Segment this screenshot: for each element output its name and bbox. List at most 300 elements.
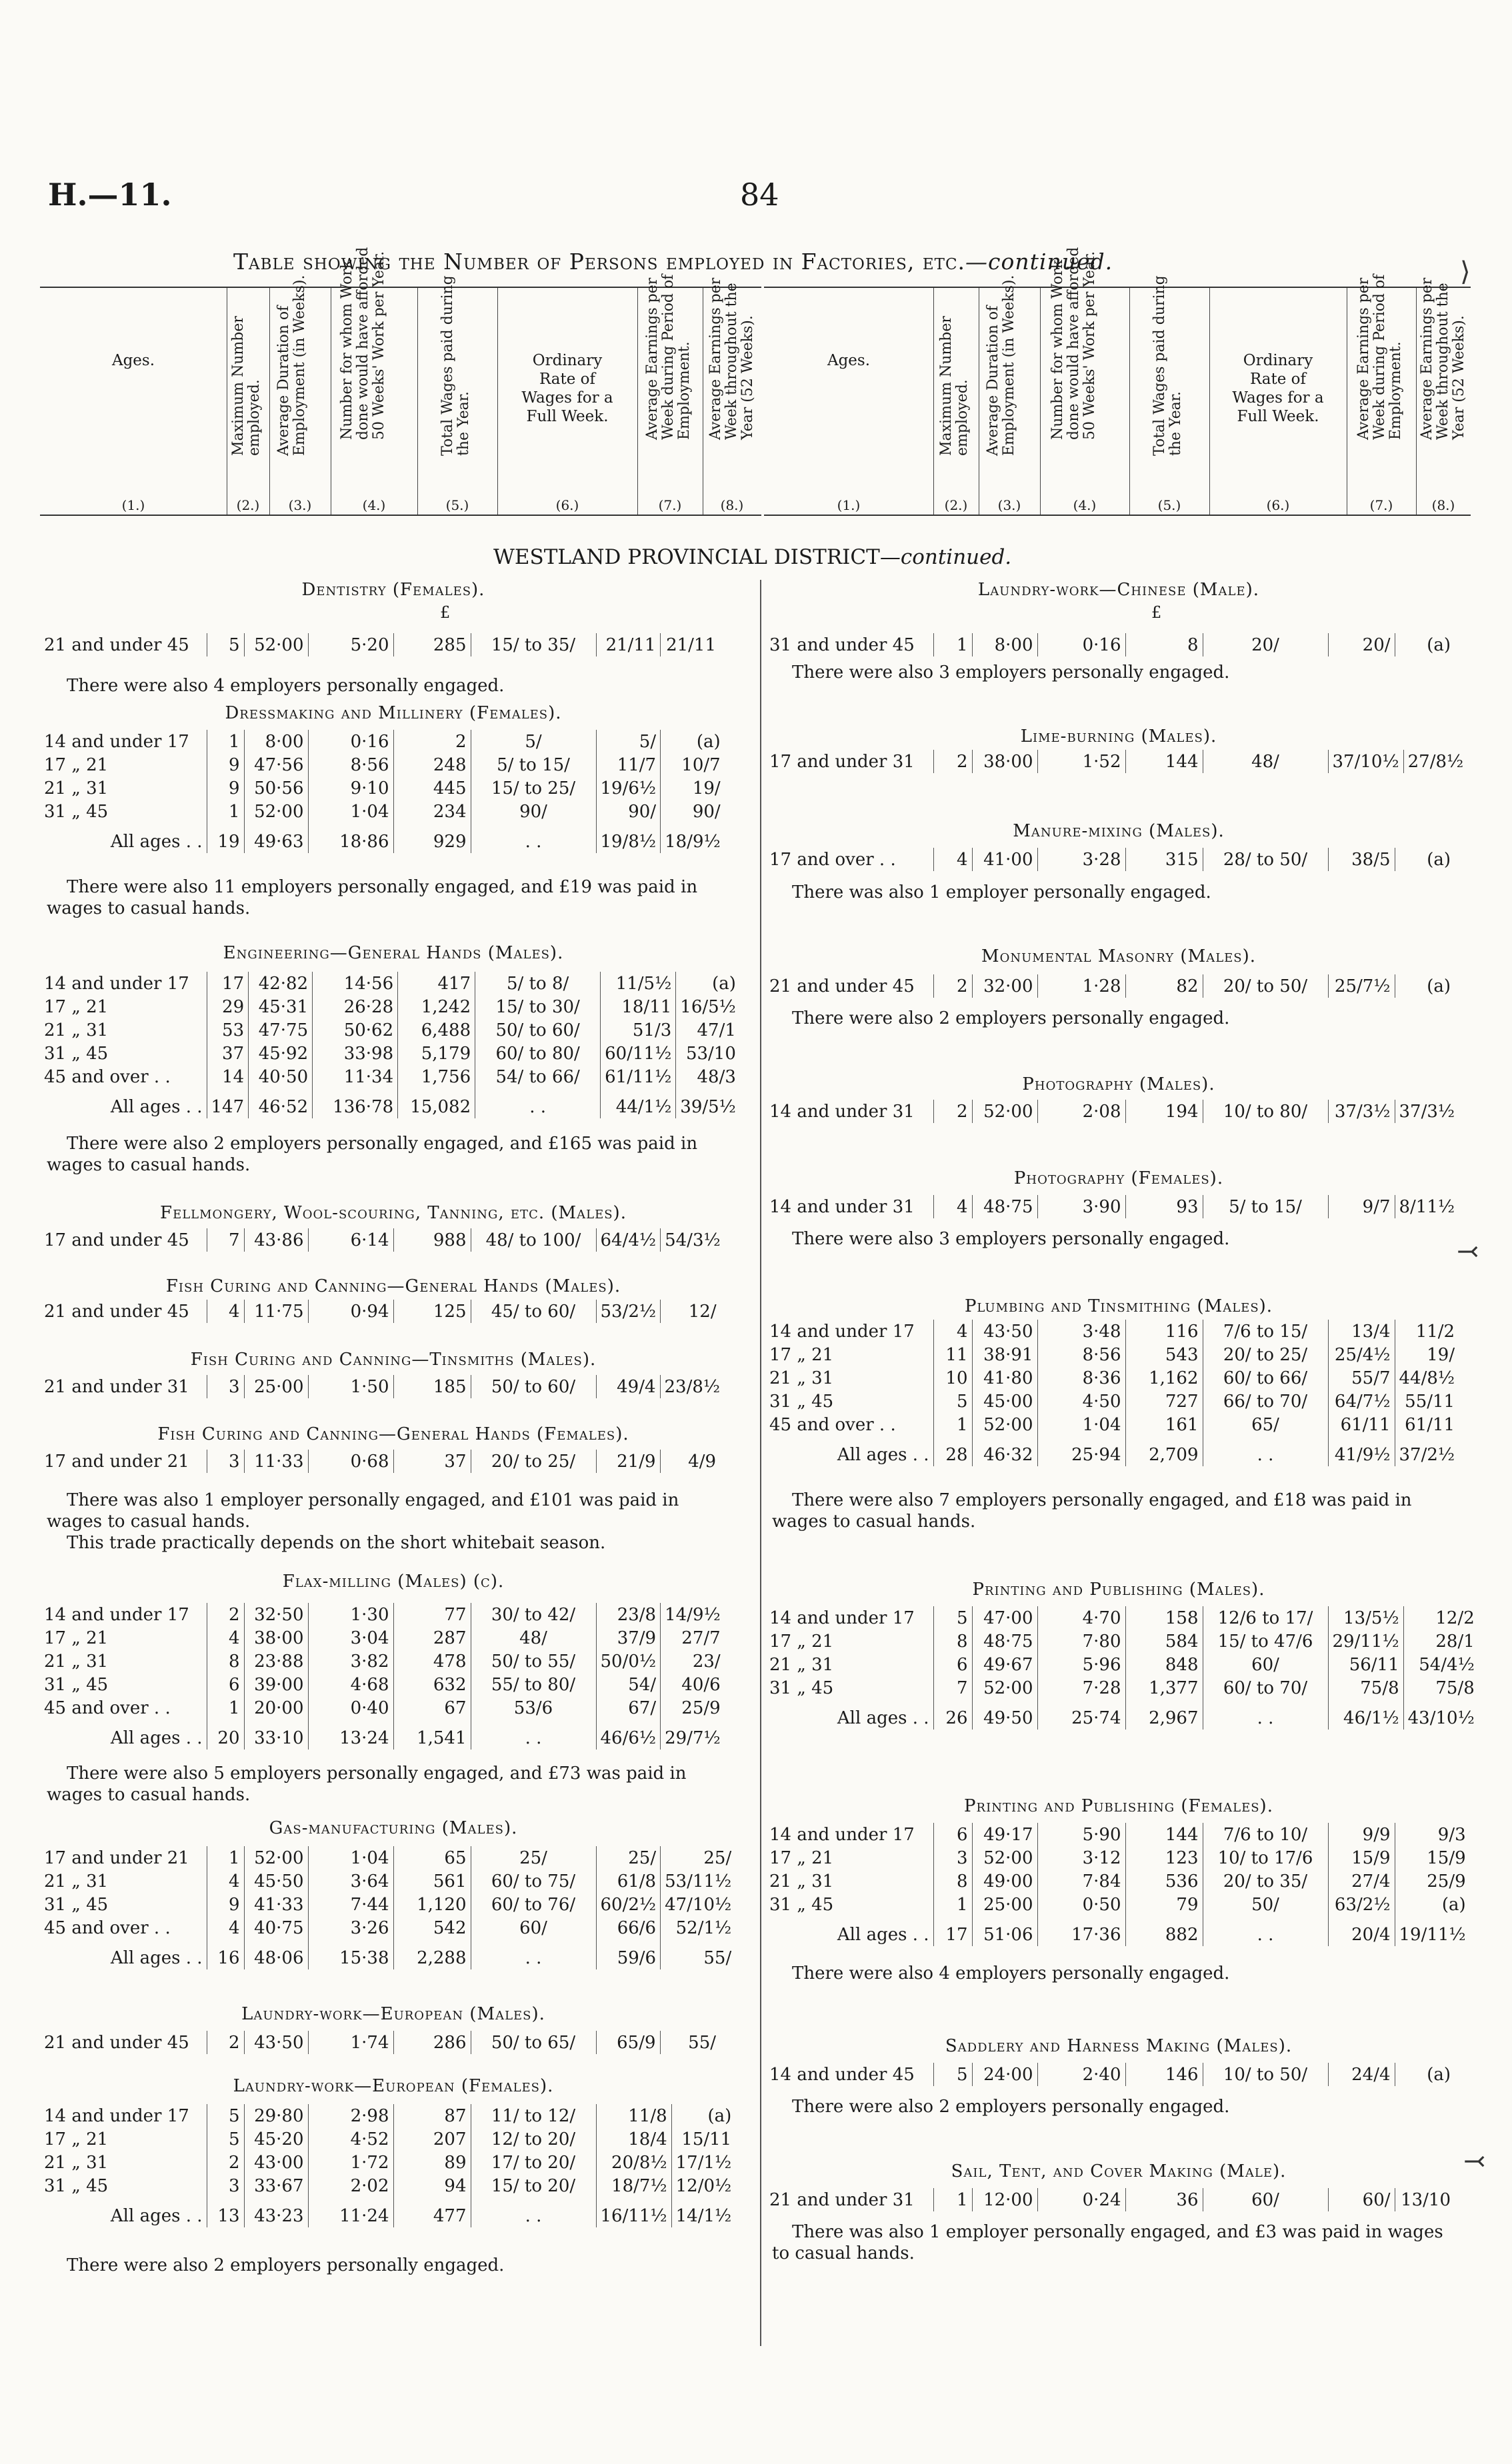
cell-ages: 17 „ 21 [769,1344,834,1365]
cell-ages: All ages . . [837,1924,929,1945]
cell-avg-year: (a) [1395,848,1455,871]
cell-weeks-50: 6·14 [308,1228,393,1252]
table-row [765,1413,1459,1436]
cell-ages: 17 „ 21 [44,2129,109,2149]
table-row [765,1846,1470,1869]
cell-ages: 21 „ 31 [44,1020,109,1040]
cell-total-wages: 89 [393,2151,471,2174]
cell-total-wages: 417 [398,972,475,995]
cell-avg-period: 46/6½ [596,1720,661,1750]
cell-ordinary-rate: 5/ to 15/ [1203,1195,1328,1218]
header-duration: Average Duration of Employment (in Weeks). [985,275,1017,456]
cell-duration: 50·56 [244,776,308,800]
cell-avg-period: 41/9½ [1328,1436,1395,1466]
cell-max-employed: 11 [933,1343,972,1366]
cell-avg-period: 11/5½ [601,972,676,995]
cell-ordinary-rate: 65/ [1203,1413,1328,1436]
cell-max-employed: 2 [207,2151,244,2174]
cell-total-wages: 144 [1125,1823,1203,1846]
cell-duration: 43·86 [244,1228,308,1252]
cell-ordinary-rate: 17/ to 20/ [471,2151,596,2174]
cell-ordinary-rate: 50/ to 55/ [471,1650,596,1673]
cell-total-wages: 584 [1125,1630,1203,1653]
table-row [40,2104,735,2127]
cell-ordinary-rate: 60/ to 75/ [471,1869,596,1893]
cell-max-employed: 53 [207,1018,249,1042]
table-row [765,1195,1459,1218]
table-row [40,1696,725,1720]
data-table-saddle [765,2063,1455,2086]
cell-ages: 31 „ 45 [769,1894,834,1915]
cell-ages: 17 and under 45 [44,1230,189,1250]
cell-total-wages: 144 [1125,750,1203,773]
cell-duration: 38·00 [972,750,1037,773]
table-row [40,1228,725,1252]
cell-weeks-50: 14·56 [313,972,398,995]
header-num-2: (2.) [236,497,260,513]
cell-ordinary-rate: 15/ to 35/ [471,633,596,656]
cell-ordinary-rate: . . [1203,1436,1328,1466]
section-title-gas: Gas-manufacturing (Males). [269,1818,518,1838]
district-heading [493,545,1011,569]
cell-total-wages: 123 [1125,1846,1203,1869]
cell-avg-year: 61/11 [1395,1413,1459,1436]
cell-avg-year: 27/7 [661,1626,725,1650]
cell-max-employed: 1 [933,633,972,656]
cell-ordinary-rate: 66/ to 70/ [1203,1390,1328,1413]
cell-max-employed: 5 [207,2127,244,2151]
cell-ages: 21 „ 31 [44,1651,109,1672]
cell-ages: 45 and over . . [44,1066,171,1087]
cell-total-wages: 79 [1125,1893,1203,1916]
cell-weeks-50: 1·50 [308,1375,393,1398]
cell-total-wages: 87 [393,2104,471,2127]
cell-ages: 17 „ 21 [769,1631,834,1652]
cell-total-wages: 478 [393,1650,471,1673]
cell-duration: 52·00 [972,1846,1037,1869]
cell-total-wages: 1,162 [1125,1366,1203,1390]
table-row [40,1042,740,1065]
cell-duration: 11·75 [244,1300,308,1323]
cell-ages: 21 „ 31 [769,1368,834,1388]
cell-duration: 29·80 [244,2104,308,2127]
cell-max-employed: 3 [207,2174,244,2197]
cell-ordinary-rate: 15/ to 47/6 [1203,1630,1328,1653]
cell-weeks-50: 5·90 [1037,1823,1125,1846]
cell-ages: 14 and under 17 [769,1321,915,1342]
cell-total-wages: 15,082 [398,1088,475,1118]
cell-total-wages: 988 [393,1228,471,1252]
cell-max-employed: 17 [207,972,249,995]
cell-avg-period: 13/5½ [1328,1606,1403,1630]
cell-weeks-50: 25·94 [1037,1436,1125,1466]
header-num-7: (7.) [1369,497,1393,513]
data-table-plumb [765,1320,1459,1466]
cell-total-wages: 158 [1125,1606,1203,1630]
cell-weeks-50: 4·50 [1037,1390,1125,1413]
cell-ages: 14 and under 17 [44,2105,189,2126]
cell-avg-year: 44/8½ [1395,1366,1459,1390]
cell-duration: 33·10 [244,1720,308,1750]
cell-ordinary-rate: 20/ to 25/ [471,1450,596,1473]
cell-avg-year: 25/ [661,1846,736,1869]
cell-ordinary-rate: 60/ to 76/ [471,1893,596,1916]
cell-avg-year: 12/2 [1403,1606,1479,1630]
cell-ordinary-rate: 20/ to 50/ [1203,974,1328,998]
cell-avg-year: 13/10 [1395,2188,1455,2211]
section-title-printf: Printing and Publishing (Females). [964,1796,1273,1816]
cell-total-wages: 2,288 [393,1939,471,1969]
cell-max-employed: 2 [933,750,972,773]
cell-avg-period: 20/ [1328,633,1395,656]
cell-ordinary-rate: 48/ to 100/ [471,1228,596,1252]
cell-max-employed: 1 [933,1413,972,1436]
cell-total-wages: 1,541 [393,1720,471,1750]
cell-avg-year: (a) [676,972,740,995]
cell-ordinary-rate: . . [1203,1700,1328,1730]
cell-duration: 52·00 [244,1846,308,1869]
section-title-laundm: Laundry-work—European (Males). [241,2004,545,2024]
cell-avg-year: (a) [671,2104,735,2127]
cell-ordinary-rate: 48/ [1203,750,1328,773]
cell-ordinary-rate: 7/6 to 15/ [1203,1320,1328,1343]
cell-total-wages: 1,756 [398,1065,475,1088]
cell-ages: All ages . . [837,1444,929,1465]
section-title-flax: Flax-milling (Males) (c). [282,1572,505,1592]
cell-weeks-50: 15·38 [308,1939,393,1969]
header-num-1: (1.) [121,497,145,513]
section-note-plumb: There were also 7 employers personally engaged, and £18 was paid in wages to casual hands. [772,1490,1412,1532]
data-table-sail [765,2188,1455,2211]
cell-total-wages: 727 [1125,1390,1203,1413]
section-title-dentistry: Dentistry (Females). [301,580,485,600]
data-table-dentistry [40,633,720,656]
cell-avg-period: 54/ [596,1673,661,1696]
cell-avg-year: 43/10½ [1403,1700,1479,1730]
data-table-mason [765,974,1455,998]
cell-ordinary-rate: 60/ [471,1916,596,1939]
cell-ages: 45 and over . . [44,1917,171,1938]
cell-duration: 52·00 [972,1413,1037,1436]
total-row [40,2197,735,2227]
cell-ordinary-rate: 10/ to 17/6 [1203,1846,1328,1869]
cell-ordinary-rate: . . [471,1720,596,1750]
header-num-4: (4.) [362,497,386,513]
section-note-eng: There were also 2 employers personally engaged, and £165 was paid in wages to casual hands. [47,1134,698,1175]
cell-total-wages: 248 [393,753,471,776]
cell-duration: 43·50 [972,1320,1037,1343]
cell-avg-year: 53/10 [676,1042,740,1065]
header-total-wages: Total Wages paid during the Year. [1151,275,1184,456]
cell-avg-year: (a) [1395,974,1455,998]
table-row [765,1320,1459,1343]
cell-avg-year: 11/2 [1395,1320,1459,1343]
cell-ordinary-rate: 60/ [1203,2188,1328,2211]
cell-avg-period: 23/8 [596,1603,661,1626]
data-table-lime [765,750,1467,773]
cell-avg-year: 27/8½ [1403,750,1467,773]
section-title-eng: Engineering—General Hands (Males). [223,943,564,963]
cell-max-employed: 4 [933,848,972,871]
cell-max-employed: 3 [207,1450,244,1473]
cell-avg-year: 16/5½ [676,995,740,1018]
cell-ordinary-rate: 15/ to 30/ [475,995,601,1018]
section-note-photof: There were also 3 employers personally engaged. [792,1229,1230,1249]
cell-max-employed: 14 [207,1065,249,1088]
cell-max-employed: 29 [207,995,249,1018]
section-title-laundf: Laundry-work—European (Females). [233,2076,554,2096]
cell-ordinary-rate: 10/ to 80/ [1203,1100,1328,1123]
cell-avg-period: 64/7½ [1328,1390,1395,1413]
table-row [40,1846,735,1869]
cell-total-wages: 207 [393,2127,471,2151]
section-title-photom: Photography (Males). [1022,1074,1215,1094]
table-row [765,1869,1470,1893]
cell-ages: All ages . . [110,1728,203,1748]
cell-avg-period: 37/3½ [1328,1100,1395,1123]
cell-ordinary-rate: . . [475,1088,601,1118]
table-row [765,750,1467,773]
cell-duration: 33·67 [244,2174,308,2197]
cell-avg-year: 14/1½ [671,2197,735,2227]
table-row [765,1823,1470,1846]
data-table-laundm [40,2031,720,2054]
cell-total-wages: 543 [1125,1343,1203,1366]
cell-ordinary-rate: 5/ to 15/ [471,753,596,776]
header-total-wages: Total Wages paid during the Year. [439,275,472,456]
cell-weeks-50: 3·90 [1037,1195,1125,1218]
cell-weeks-50: 1·52 [1037,750,1125,773]
cell-duration: 40·50 [249,1065,313,1088]
cell-avg-period: 20/8½ [596,2151,671,2174]
cell-weeks-50: 8·56 [1037,1343,1125,1366]
cell-weeks-50: 1·04 [1037,1413,1125,1436]
cell-avg-period: 66/6 [596,1916,661,1939]
cell-duration: 32·50 [244,1603,308,1626]
cell-avg-period: 9/7 [1328,1195,1395,1218]
total-row [765,1700,1479,1730]
section-note-laundf: There were also 2 employers personally engaged. [67,2255,505,2275]
cell-avg-year: 18/9½ [661,823,725,853]
cell-max-employed: 8 [933,1869,972,1893]
cell-avg-year: 15/11 [671,2127,735,2151]
cell-ordinary-rate: 20/ [1203,633,1328,656]
section-title-chinese: Laundry-work—Chinese (Male). [977,580,1260,600]
cell-total-wages: 477 [393,2197,471,2227]
cell-max-employed: 1 [207,1846,244,1869]
cell-avg-period: 24/4 [1328,2063,1395,2086]
cell-max-employed: 1 [207,1696,244,1720]
cell-avg-year: 55/ [661,1939,736,1969]
cell-duration: 48·06 [244,1939,308,1969]
cell-weeks-50: 1·74 [308,2031,393,2054]
cell-duration: 41·80 [972,1366,1037,1390]
cell-ordinary-rate: 7/6 to 10/ [1203,1823,1328,1846]
caption-cont: —continued. [965,249,1113,275]
table-row [40,800,725,823]
cell-ages: 21 and under 31 [44,1376,189,1397]
cell-avg-period: 25/7½ [1328,974,1395,998]
cell-ages: 17 „ 21 [769,1848,834,1868]
table-row [40,1603,725,1626]
cell-ordinary-rate: . . [471,823,596,853]
header-num-7: (7.) [658,497,682,513]
table-row [40,1018,740,1042]
table-row [765,1893,1470,1916]
cell-ordinary-rate: 50/ to 60/ [471,1375,596,1398]
cell-max-employed: 4 [207,1869,244,1893]
cell-ordinary-rate: 50/ [1203,1893,1328,1916]
cell-max-employed: 4 [207,1626,244,1650]
data-table-photom [765,1100,1459,1123]
cell-avg-year: 9/3 [1395,1823,1470,1846]
cell-weeks-50: 0·24 [1037,2188,1125,2211]
cell-total-wages: 561 [393,1869,471,1893]
cell-avg-period: 60/ [1328,2188,1395,2211]
cell-max-employed: 13 [207,2197,244,2227]
cell-avg-year: 90/ [661,800,725,823]
table-row [40,1450,720,1473]
cell-weeks-50: 3·04 [308,1626,393,1650]
cell-duration: 46·52 [249,1088,313,1118]
cell-max-employed: 2 [933,974,972,998]
cell-weeks-50: 3·64 [308,1869,393,1893]
cell-duration: 43·23 [244,2197,308,2227]
cell-avg-year: 14/9½ [661,1603,725,1626]
cell-ages: 31 „ 45 [44,1674,109,1695]
cell-duration: 48·75 [972,1630,1037,1653]
total-row [40,1939,735,1969]
cell-ordinary-rate: 30/ to 42/ [471,1603,596,1626]
cell-avg-period: 19/6½ [596,776,661,800]
cell-max-employed: 147 [207,1088,249,1118]
cell-duration: 12·00 [972,2188,1037,2211]
cell-total-wages: 536 [1125,1869,1203,1893]
section-title-printm: Printing and Publishing (Males). [972,1580,1265,1600]
cell-ordinary-rate: . . [471,1939,596,1969]
cell-avg-period: 51/3 [601,1018,676,1042]
cell-weeks-50: 4·52 [308,2127,393,2151]
data-table-fish1 [40,1300,721,1323]
cell-max-employed: 19 [207,823,244,853]
cell-ordinary-rate: 15/ to 25/ [471,776,596,800]
section-note-printf: There were also 4 employers personally engaged. [792,1963,1230,1983]
cell-weeks-50: 4·68 [308,1673,393,1696]
table-row [765,1100,1459,1123]
data-table-flax [40,1603,725,1750]
cell-total-wages: 65 [393,1846,471,1869]
cell-total-wages: 445 [393,776,471,800]
cell-ordinary-rate: 5/ to 8/ [475,972,601,995]
cell-duration: 45·92 [249,1042,313,1065]
cell-avg-year: (a) [1395,2063,1455,2086]
cell-ages: 31 „ 45 [44,2175,109,2196]
cell-max-employed: 9 [207,776,244,800]
cell-duration: 24·00 [972,2063,1037,2086]
table-row [40,1300,721,1323]
cell-max-employed: 28 [933,1436,972,1466]
cell-total-wages: 848 [1125,1653,1203,1676]
data-table-dress [40,730,725,853]
header-duration: Average Duration of Employment (in Weeks). [275,275,308,456]
cell-avg-period: 49/4 [596,1375,660,1398]
table-row [40,2174,735,2197]
table-row [40,1375,724,1398]
cell-avg-period: 63/2½ [1328,1893,1395,1916]
cell-total-wages: 2,709 [1125,1436,1203,1466]
cell-duration: 47·75 [249,1018,313,1042]
cell-weeks-50: 1·04 [308,1846,393,1869]
cell-max-employed: 4 [207,1300,244,1323]
cell-max-employed: 5 [207,633,244,656]
cell-weeks-50: 9·10 [308,776,393,800]
cell-total-wages: 37 [393,1450,471,1473]
cell-max-employed: 9 [207,1893,244,1916]
cell-avg-year: 23/8½ [660,1375,724,1398]
cell-weeks-50: 7·44 [308,1893,393,1916]
cell-ages: 21 „ 31 [769,1871,834,1891]
total-row [40,1720,725,1750]
data-table-fell [40,1228,725,1252]
cell-total-wages: 93 [1125,1195,1203,1218]
cell-avg-year: 40/6 [661,1673,725,1696]
cell-total-wages: 315 [1125,848,1203,871]
caption-main: Table showing the Number of Persons employed in Factories, etc. [233,249,966,275]
data-table-chinese [765,633,1455,656]
page-number: 84 [740,177,779,213]
cell-max-employed: 6 [207,1673,244,1696]
table-row [765,1676,1479,1700]
cell-total-wages: 287 [393,1626,471,1650]
cell-duration: 51·06 [972,1916,1037,1946]
table-row [765,1366,1459,1390]
cell-avg-period: 37/10½ [1328,750,1403,773]
cell-avg-period: 18/4 [596,2127,671,2151]
cell-weeks-50: 50·62 [313,1018,398,1042]
cell-max-employed: 37 [207,1042,249,1065]
cell-duration: 52·00 [244,633,308,656]
district-name: WESTLAND PROVINCIAL DISTRICT [493,545,880,569]
cell-ordinary-rate: . . [471,2197,596,2227]
cell-avg-period: 27/4 [1328,1869,1395,1893]
cell-weeks-50: 1·72 [308,2151,393,2174]
section-note-mason: There were also 2 employers personally engaged. [792,1008,1230,1028]
cell-weeks-50: 136·78 [313,1088,398,1118]
cell-total-wages: 67 [393,1696,471,1720]
cell-weeks-50: 1·30 [308,1603,393,1626]
cell-ages: 31 „ 45 [769,1391,834,1412]
cell-ages: 21 and under 45 [769,976,915,996]
cell-ages: 21 and under 45 [44,2032,189,2053]
cell-avg-year: 10/7 [661,753,725,776]
cell-avg-period: 59/6 [596,1939,661,1969]
cell-weeks-50: 3·28 [1037,848,1125,871]
cell-avg-period: 18/7½ [596,2174,671,2197]
cell-weeks-50: 8·56 [308,753,393,776]
header-num-4: (4.) [1073,497,1097,513]
header-ordinary-rate: Ordinary Rate of Wages for a Full Week. [1232,352,1324,425]
section-note-flax: There were also 5 employers personally engaged, and £73 was paid in wages to casual hands. [47,1764,687,1805]
cell-ordinary-rate: 20/ to 35/ [1203,1869,1328,1893]
cell-ordinary-rate: 28/ to 50/ [1203,848,1328,871]
cell-ordinary-rate: 60/ to 66/ [1203,1366,1328,1390]
cell-avg-year: 55/11 [1395,1390,1459,1413]
pound-sign: £ [1151,603,1162,622]
cell-ordinary-rate: 11/ to 12/ [471,2104,596,2127]
cell-total-wages: 234 [393,800,471,823]
header-ages: Ages. [111,352,155,369]
cell-weeks-50: 0·94 [308,1300,393,1323]
